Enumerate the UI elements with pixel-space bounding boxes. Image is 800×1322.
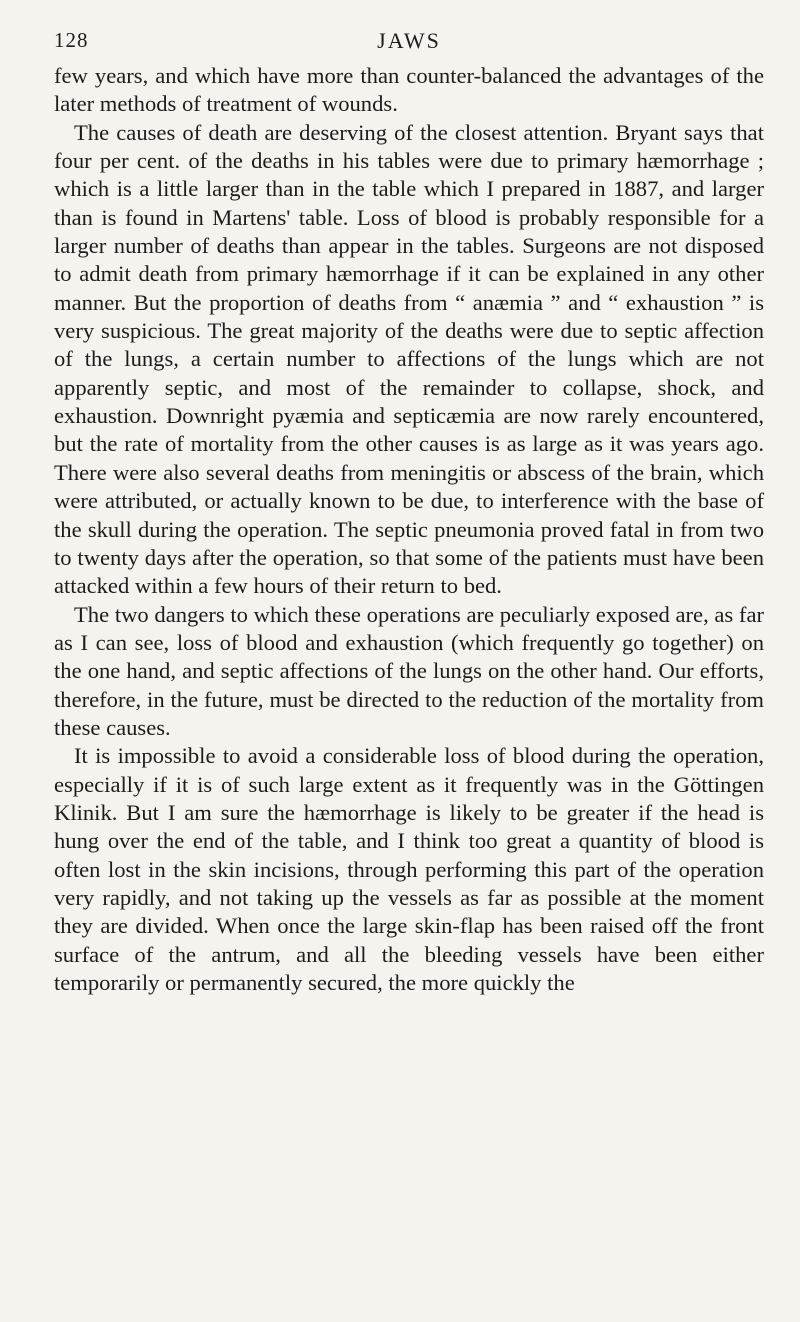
running-title: JAWS bbox=[377, 28, 441, 53]
paragraph-causes-of-death: The causes of death are deserving of the closest attention. Bryant says that four per cent. of the deaths in his tables were due to primary hæmorrhage ; which is a little larger than in the table which I prepared in 1887, and larger than is found in Martens' table. Loss of blood is probably responsible for a larger number of deaths than appear in the tables. Surgeons are not disposed to admit death from primary hæmorrhage if it can be explained in any other manner. But the proportion of deaths from “ anæmia ” and “ exhaustion ” is very suspicious. The great majority of the deaths were due to septic affection of the lungs, a certain number to affections of the lungs which are not apparently septic, and most of the remainder to collapse, shock, and exhaustion. Downright pyæmia and septicæmia are now rarely encountered, but the rate of mortality from the other causes is as large as it was years ago. There were also several deaths from meningitis or abscess of the brain, which were attributed, or actually known to be due, to interference with the base of the skull during the operation. The septic pneumonia proved fatal in from two to twenty days after the operation, so that some of the patients must have been attacked within a few hours of their return to bed. bbox=[54, 119, 764, 599]
page-header bbox=[54, 28, 764, 62]
book-page bbox=[54, 28, 764, 997]
paragraph-blood-loss: It is impossible to avoid a considerable loss of blood during the operation, especially if it is of such large extent as it frequently was in the Göttingen Klinik. But I am sure the hæmorrhage is likely to be greater if the head is hung over the end of the table, and I think too great a quantity of blood is often lost in the skin incisions, through performing this part of the operation very rapidly, and not taking up the vessels as far as possible at the moment they are divided. When once the large skin-flap has been raised off the front surface of the antrum, and all the bleeding vessels have been either temporarily or permanently secured, the more quickly the bbox=[54, 743, 764, 995]
page-number: 128 bbox=[54, 28, 89, 52]
body-text bbox=[54, 62, 764, 997]
paragraph-continued: few years, and which have more than counter-balanced the advantages of the later methods of treatment of wounds. bbox=[54, 63, 764, 117]
paragraph-two-dangers: The two dangers to which these operations are peculiarly exposed are, as far as I can see, loss of blood and exhaustion (which frequently go together) on the one hand, and septic affections of the lungs on the other hand. Our efforts, therefore, in the future, must be directed to the reduction of the mortality from these causes. bbox=[54, 601, 764, 740]
